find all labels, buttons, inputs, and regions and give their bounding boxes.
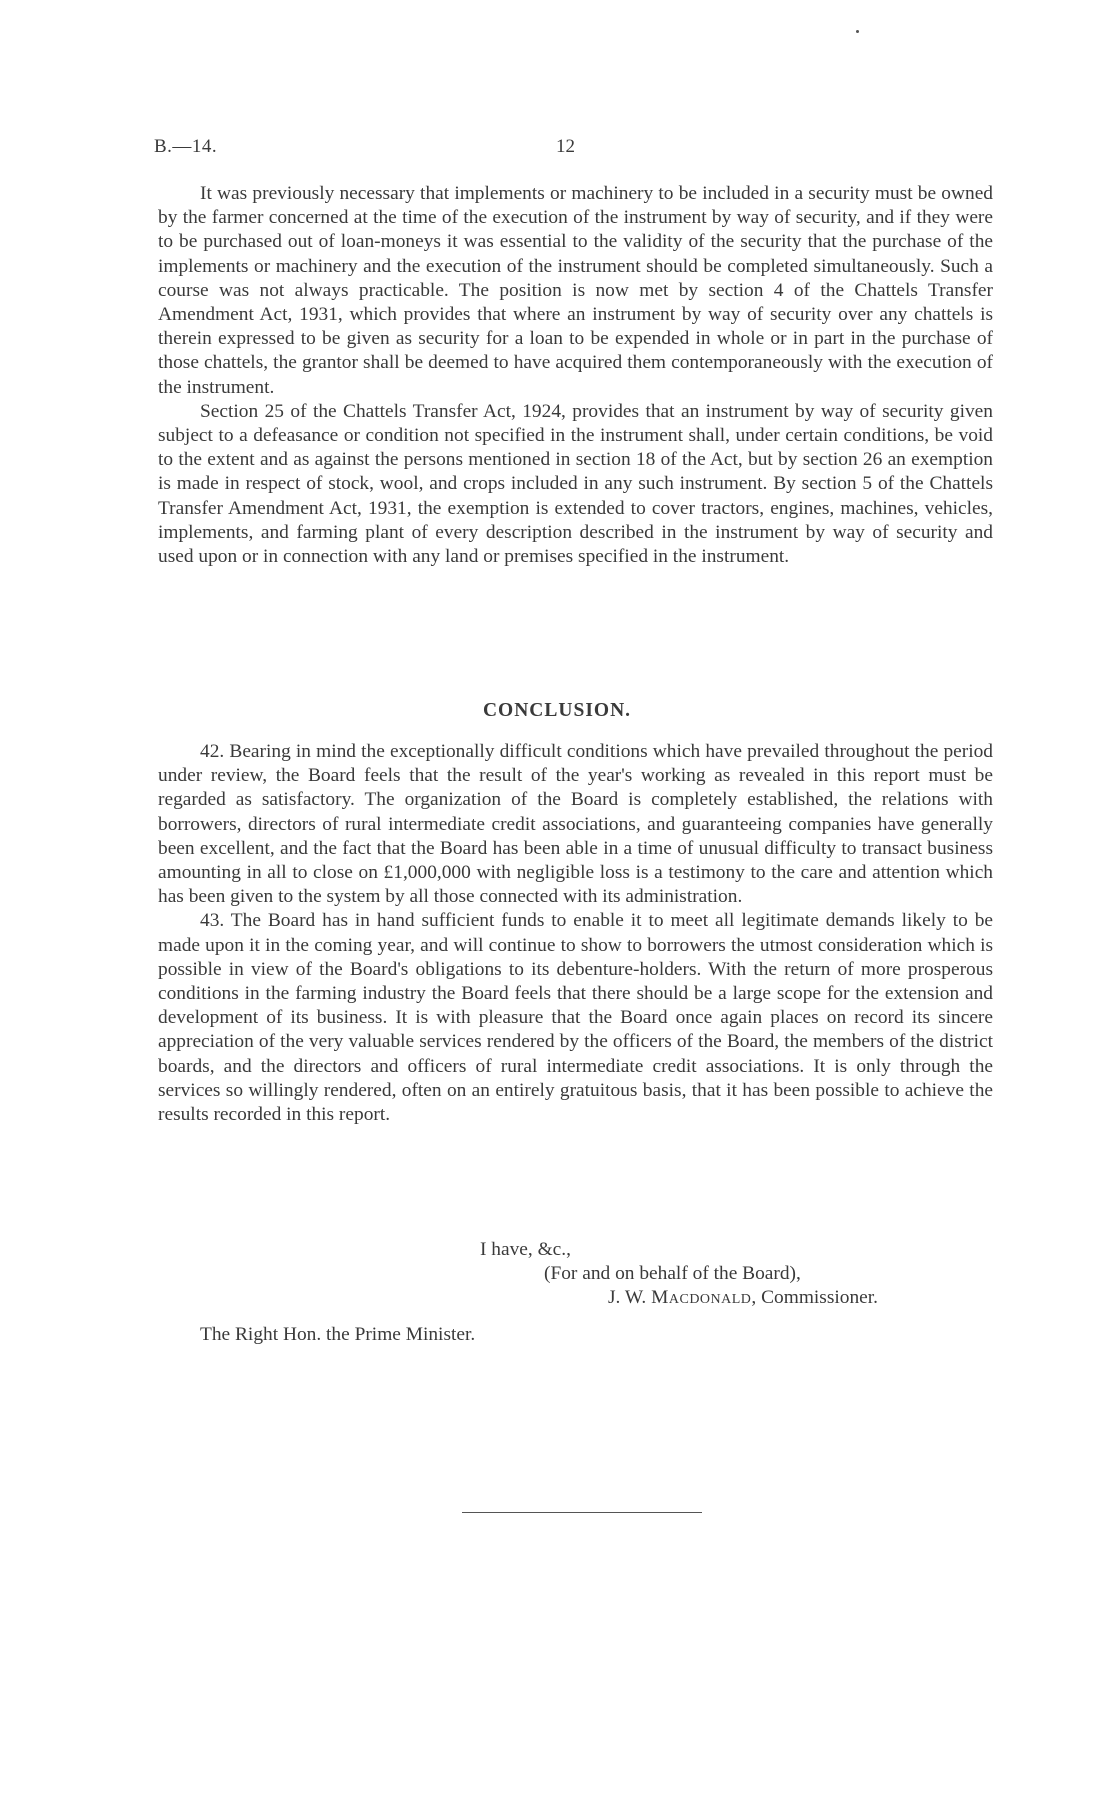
scan-speck xyxy=(856,30,859,33)
signatory-name: Macdonald xyxy=(651,1287,752,1308)
signatory-initials: J. W. xyxy=(608,1287,647,1308)
signature-line xyxy=(608,1286,878,1310)
page-number: 12 xyxy=(556,136,575,157)
chattels-section xyxy=(158,182,993,569)
paragraph-implements-security: It was previously necessary that implements or machinery to be included in a security must be owned by the farmer concerned at the time of the execution of the instrument by way of security, and if they were to be purchased out of loan-moneys it was essential to the validity of the security that the purchase of the implements or machinery and the execution of the instrument should be completed simultaneously. Such a course was not always practicable. The position is now met by section 4 of the Chattels Transfer Amendment Act, 1931, which provides that where an instrument by way of security over any chattels is therein expressed to be given as security for a loan to be expended in whole or in part in the purchase of those chattels, the grantor shall be deemed to have acquired them contemporaneously with the execution of the instrument. xyxy=(158,183,993,398)
conclusion-section xyxy=(158,740,993,1127)
closing-on-behalf: (For and on behalf of the Board), xyxy=(544,1263,801,1284)
signatory-title: , Commissioner. xyxy=(751,1287,879,1308)
paragraph-43: 43. The Board has in hand sufficient funds to enable it to meet all legitimate demands likely to be made upon it in the coming year, and will continue to show to borrowers the utmost consideration which is possible in view of the Board's obligations to its debenture-holders. With the return of more prosperous conditions in the farming industry the Board feels that there should be a large scope for the extension and development of its business. It is with pleasure that the Board once again places on record its sincere appreciation of the very valuable services rendered by the officers of the Board, the members of the district boards, and the directors and officers of rural intermediate credit associations. It is only through the services so willingly rendered, often on an entirely gratuitous basis, that it has been possible to achieve the results recorded in this report. xyxy=(158,910,993,1126)
paragraph-42: 42. Bearing in mind the exceptionally difficult conditions which have prevailed throughout the period under review, the Board feels that the result of the year's working as revealed in this report must be regarded as satisfactory. The organization of the Board is completely established, the relations with borrowers, directors of rural intermediate credit associations, and guaranteeing companies have generally been excellent, and the fact that the Board has been able in a time of unusual difficulty to transact business amounting in all to close on £1,000,000 with negligible loss is a testimony to the care and attention which has been given to the system by all those connected with its administration. xyxy=(158,741,993,908)
end-rule xyxy=(462,1512,702,1513)
document-reference-code: B.—14. xyxy=(154,136,218,157)
paragraph-section-25: Section 25 of the Chattels Transfer Act, 1924, provides that an instrument by way of security given subject to a defeasance or condition not specified in the instrument shall, under certain conditions, be void to the extent and as against the persons mentioned in section 18 of the Act, but by section 26 an exemption is made in respect of stock, wool, and crops included in any such instrument. By section 5 of the Chattels Transfer Amendment Act, 1931, the exemption is extended to cover tractors, engines, machines, vehicles, implements, and farming plant of every description described in the instrument by way of security and used upon or in connection with any land or premises specified in the instrument. xyxy=(158,400,993,568)
conclusion-heading: CONCLUSION. xyxy=(482,700,632,721)
closing-salutation: I have, &c., xyxy=(480,1239,571,1260)
addressee: The Right Hon. the Prime Minister. xyxy=(200,1324,476,1345)
